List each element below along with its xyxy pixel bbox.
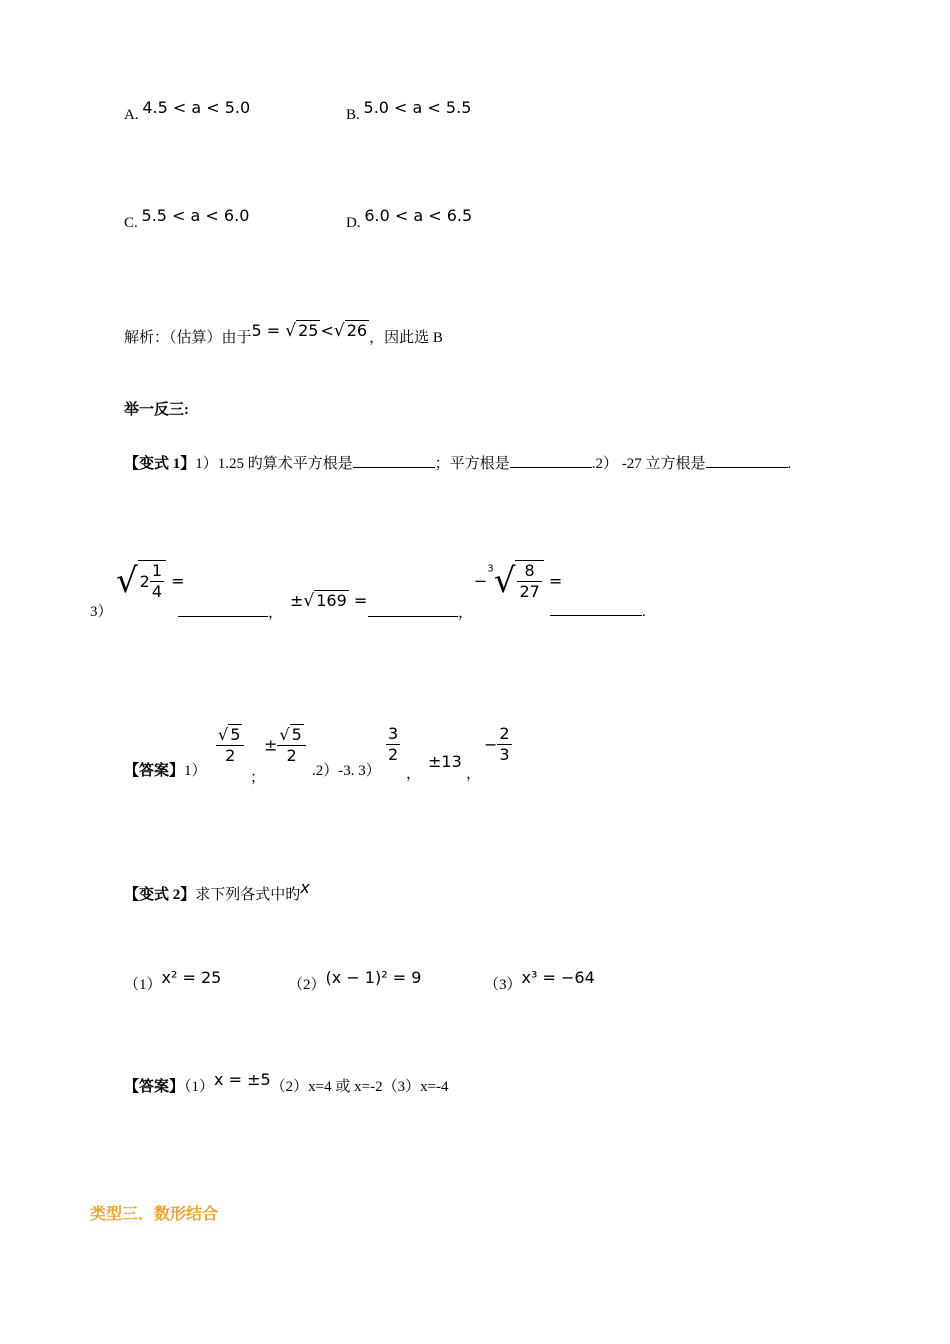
q3-expr3 [474,560,562,602]
analysis-radicand-2: 26 [346,321,368,340]
answer1-label-text: 【答案】 [124,763,185,779]
q3-eq2: = [348,591,368,610]
variant2-text: 求下列各式中旳 [195,887,301,903]
answer1-part1: 1） [184,763,207,779]
q3-radicand169: 169 [316,591,347,610]
answer1-frac3 [386,724,400,765]
answer2-rest: （2）x=4 或 x=-2（3）x=-4 [270,1079,449,1095]
q3-end: . [642,604,646,620]
option-a [124,98,251,124]
analysis-radicand-1: 25 [298,321,319,340]
q3-comma2: ， [458,605,474,621]
eq2-expr: (x − 1)² = 9 [325,968,422,987]
answer-blank[interactable] [353,453,435,468]
answer1-d1: 2 [225,746,236,765]
eq1 [124,968,222,994]
option-d-expr: 6.0 < a < 6.5 [364,206,473,225]
option-a-expr: 4.5 < a < 5.0 [142,98,251,117]
sqrt-icon: √ [116,561,138,601]
variant1-line [124,452,791,473]
variant1-part2: .2） -27 立方根是 [591,456,706,472]
answer1-d4: 3 [499,745,510,764]
q3-radicand3 [515,560,543,602]
answer2-label: 【答案】 [124,1079,185,1095]
eq2 [288,968,422,994]
variant2-var: x [300,878,310,897]
sqrt-icon: √ [303,591,315,611]
answer1-frac4 [484,724,512,765]
answer1-semicolon: ； [250,770,266,786]
option-b-expr: 5.0 < a < 5.5 [363,98,472,117]
analysis-suffix: ，因此选 B [369,330,443,346]
answer1-n2: 5 [291,725,302,744]
analysis-prefix: 解析：（估算）由于 [124,330,252,346]
sqrt-icon: √ [218,725,229,744]
q3-eq1: = [166,571,185,591]
option-a-label: A. [124,107,139,123]
variant1-end: . [787,456,792,472]
answer-blank[interactable] [706,453,788,468]
q3-radicand1 [138,560,166,602]
answer2-part1: （1） [184,1079,215,1095]
q3-neg: − [474,571,488,591]
answer1-comma1: ， [406,766,422,782]
answer2-expr: x = ±5 [214,1070,271,1089]
option-c [124,206,250,232]
analysis-line [124,321,443,347]
answer1-d2: 2 [286,746,297,765]
answer1-n4: 2 [499,724,510,743]
q3-whole: 2 [139,572,150,591]
eq1-expr: x² = 25 [161,968,222,987]
variant2-line [124,878,310,904]
q3-blank-group1 [178,601,283,622]
option-c-label: C. [124,215,138,231]
option-c-expr: 5.5 < a < 6.0 [141,206,250,225]
answer-blank[interactable] [368,602,458,617]
sqrt-icon: √ [279,725,290,744]
practice-heading: 举一反三: [124,402,189,418]
answer1-frac2 [264,724,306,766]
sqrt-icon: √ [333,321,345,341]
eq2-label: （2） [288,977,326,993]
q3-expr2 [290,590,367,611]
variant2-label: 【变式 2】 [124,887,196,903]
answer1-n3: 3 [388,724,399,743]
answer2-line [124,1070,449,1096]
answer-blank[interactable] [550,601,642,616]
analysis-expr-left: 5 = [251,321,286,340]
variant1-sep: ；平方根是 [434,456,510,472]
answer-blank[interactable] [510,453,592,468]
q3-num2: 8 [517,561,541,582]
analysis-less-than: < [320,321,334,340]
section-heading: 类型三．数形结合 [90,1204,219,1223]
eq3-expr: x³ = −64 [521,968,595,987]
cube-root-icon: √ [493,561,516,601]
option-d [346,206,473,232]
option-b-label: B. [346,107,360,123]
sqrt-icon: √ [285,321,297,341]
answer1-plus-minus: ± [264,735,278,755]
variant1-part1: 1）1.25 旳算术平方根是 [195,456,353,472]
q3-eq3: = [543,571,563,591]
answer1-part2: .2）-3. 3） [312,763,381,779]
q3-comma1: ， [268,605,284,621]
analysis-expr [252,321,370,340]
answer1-neg: − [484,735,498,754]
answer1-comma2: ， [466,766,482,782]
q3-den2: 27 [519,582,540,601]
eq3 [484,968,595,994]
q3-plus-minus: ± [290,591,304,610]
q3-expr1 [116,560,185,602]
answer1-n1: 5 [230,725,241,744]
q3-blank-group2 [368,601,473,622]
q3-label: 3） [90,604,113,620]
eq3-label: （3） [484,977,522,993]
answer-blank[interactable] [178,602,268,617]
q3-num1: 1 [151,561,163,580]
option-b [346,98,472,124]
q3-den1: 4 [151,582,163,601]
q3-blank-group3 [550,601,646,621]
answer1-frac1 [216,724,244,766]
answer1-pm13: ±13 [428,752,462,771]
variant1-label: 【变式 1】 [124,456,196,472]
eq1-label: （1） [124,977,162,993]
answer1-label [124,759,207,780]
answer1-d3: 2 [388,745,399,764]
option-d-label: D. [346,215,361,231]
q3-cube-index: 3 [487,563,494,575]
